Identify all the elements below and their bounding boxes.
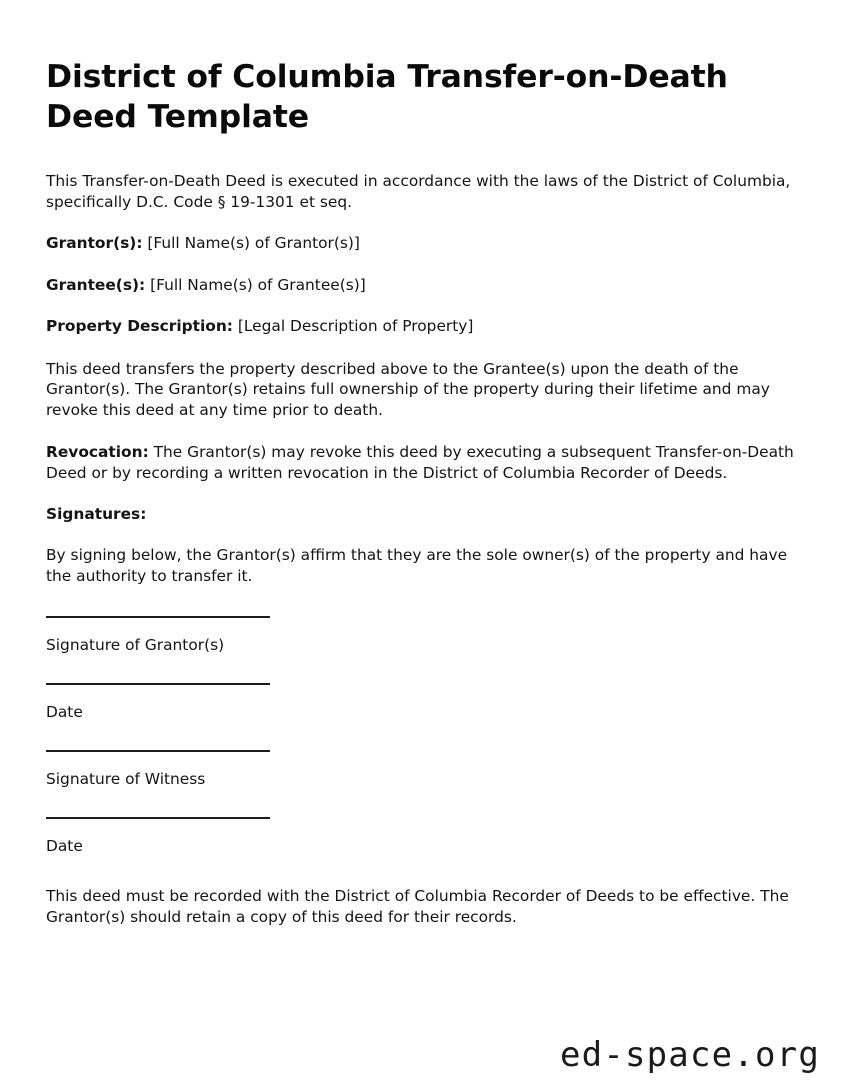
field-grantee-label: Grantee(s): — [46, 275, 146, 294]
affirmation-paragraph: By signing below, the Grantor(s) affirm that they are the sole owner(s) of the property and have the authority to transfer it. — [46, 546, 788, 585]
signature-rule-grantor[interactable] — [46, 616, 270, 618]
field-grantor-label: Grantor(s): — [46, 234, 143, 253]
closing-paragraph: This deed must be recorded with the District of Columbia Recorder of Deeds to be effective. The Grantor(s) should retain a copy of this deed for their records. — [46, 887, 789, 926]
site-watermark: ed-space.org — [559, 1035, 820, 1075]
signatures-heading: Signatures: — [46, 505, 147, 524]
signature-label-witness-date: Date — [46, 837, 83, 856]
revocation-paragraph — [46, 442, 798, 483]
signature-block-witness — [46, 750, 798, 789]
field-property-description — [46, 316, 798, 336]
signature-block-grantor — [46, 616, 798, 655]
signature-rule-grantor-date[interactable] — [46, 683, 270, 685]
signature-block-grantor-date — [46, 683, 798, 722]
transfer-paragraph: This deed transfers the property described above to the Grantee(s) upon the death of the Grantor(s). The Grantor(s) retains full ownership of the property during their lifetime and may revoke this deed at any time prior to death. — [46, 359, 770, 419]
field-grantor — [46, 233, 798, 253]
signature-rule-witness[interactable] — [46, 750, 270, 752]
page-title: District of Columbia Transfer-on-Death Deed Template — [46, 59, 728, 135]
field-property-description-label: Property Description: — [46, 317, 233, 336]
intro-paragraph: This Transfer-on-Death Deed is executed in accordance with the laws of the District of Columbia, specifically D.C. Code § 19-1301 et seq. — [46, 172, 791, 211]
field-grantee — [46, 275, 798, 295]
signature-block-witness-date — [46, 817, 798, 856]
signature-rule-witness-date[interactable] — [46, 817, 270, 819]
field-property-description-value: [Legal Description of Property] — [237, 317, 474, 336]
field-grantor-value: [Full Name(s) of Grantor(s)] — [147, 234, 360, 253]
signature-lines-group — [46, 616, 798, 856]
signature-label-grantor-date: Date — [46, 703, 83, 722]
signature-label-witness: Signature of Witness — [46, 770, 206, 789]
signature-label-grantor: Signature of Grantor(s) — [46, 636, 225, 655]
revocation-text: The Grantor(s) may revoke this deed by executing a subsequent Transfer-on-Death Deed or by recording a written revocation in the District of Columbia Recorder of Deeds. — [46, 443, 794, 482]
revocation-label: Revocation: — [46, 443, 149, 462]
field-grantee-value: [Full Name(s) of Grantee(s)] — [150, 275, 366, 294]
